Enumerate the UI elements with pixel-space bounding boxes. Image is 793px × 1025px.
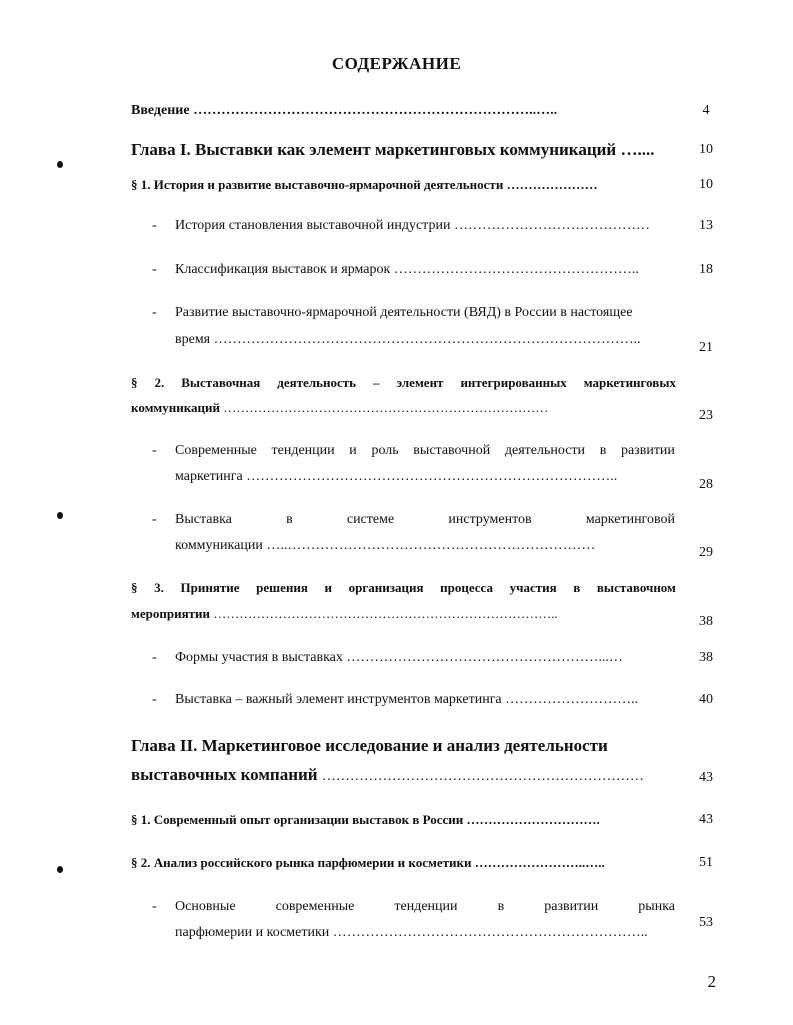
toc-word: в [573, 580, 581, 595]
toc-entry-subitem [175, 218, 680, 234]
toc-leader: …………………………………………………………………….. [246, 469, 618, 484]
toc-entry-text: время [175, 332, 211, 347]
toc-word: 2. [154, 375, 165, 390]
toc-leader: …..………………………………………………………… [266, 538, 596, 553]
toc-word: деятельности [504, 443, 586, 458]
toc-entry-intro [131, 103, 691, 119]
toc-entry-subitem-cont [175, 332, 680, 348]
toc-word: маркетинговой [585, 512, 675, 527]
toc-word: выставочной [413, 443, 491, 458]
toc-page-number: 13 [699, 218, 713, 233]
toc-entry-text: Введение [131, 103, 190, 118]
toc-word: процесса [440, 580, 493, 595]
toc-page-number: 53 [699, 915, 713, 930]
toc-entry-text: Формы участия в выставках [175, 650, 343, 665]
list-dash: - [152, 512, 157, 527]
toc-entry-text: Выставка – важный элемент инструментов маркетинга [175, 692, 502, 707]
toc-leader: ………………………………………………………………… [223, 400, 549, 415]
toc-word: Выставочная [181, 375, 261, 390]
toc-entry-text: парфюмерии и косметики [175, 925, 330, 940]
toc-page-number: 51 [699, 855, 713, 870]
toc-entry-text: маркетинга [175, 469, 243, 484]
scan-mark [57, 866, 63, 873]
toc-entry-text: Глава I. Выставки как элемент маркетинговых коммуникаций [131, 140, 617, 159]
toc-entry-subitem-cont [175, 469, 680, 485]
toc-word: § [131, 580, 138, 595]
toc-entry-section-1-2 [131, 375, 676, 391]
toc-leader: …………………………. [466, 812, 600, 827]
toc-word: современные [275, 899, 355, 914]
toc-leader: ….... [620, 140, 655, 159]
toc-entry-section-1-1 [131, 177, 681, 193]
toc-page-number: 18 [699, 262, 713, 277]
toc-page-number: 43 [699, 770, 713, 785]
list-dash: - [152, 443, 157, 458]
toc-leader: ………………………………………………………….. [332, 925, 648, 940]
toc-entry-section-2-2 [131, 855, 681, 871]
toc-word: тенденции [394, 899, 458, 914]
toc-entry-subitem [175, 512, 675, 528]
scan-mark [57, 512, 63, 519]
toc-word: Основные [175, 899, 236, 914]
toc-word: развитии [544, 899, 599, 914]
toc-entry-section-2-1 [131, 812, 681, 828]
toc-entry-subitem [175, 443, 675, 459]
toc-leader: ………………………………………………………………..….. [193, 103, 558, 118]
toc-entry-chapter-2: Глава II. Маркетинговое исследование и анализ деятельности [131, 736, 608, 755]
toc-entry-chapter-1 [131, 140, 681, 160]
toc-word: участия [509, 580, 557, 595]
toc-word: Выставка [175, 512, 232, 527]
toc-entry-text: § 2. Анализ российского рынка парфюмерии и косметики [131, 855, 472, 870]
toc-page-number: 23 [699, 408, 713, 423]
toc-entry-text: История становления выставочной индустрии [175, 218, 451, 233]
toc-leader: ……………………..….. [474, 855, 605, 870]
toc-entry-subitem [175, 899, 675, 915]
toc-word: решения [256, 580, 308, 595]
toc-page-number: 4 [702, 103, 710, 118]
toc-word: тенденции [271, 443, 335, 458]
toc-word: и [349, 443, 357, 458]
toc-word: роль [371, 443, 399, 458]
toc-word: выставочном [596, 580, 676, 595]
toc-page-number: 43 [699, 812, 713, 827]
toc-leader: …………………………………………………………………….. [213, 606, 558, 621]
toc-word: интегрированных [460, 375, 567, 390]
toc-word: Принятие [180, 580, 240, 595]
toc-entry-text: выставочных компаний [131, 765, 318, 784]
toc-entry-section-1-3 [131, 580, 676, 596]
toc-leader: ………………… [506, 177, 598, 192]
toc-page-number: 10 [699, 142, 713, 157]
toc-word: § [131, 375, 138, 390]
toc-entry-text: мероприятии [131, 606, 210, 621]
toc-page-number: 40 [699, 692, 713, 707]
toc-entry-section-cont [131, 606, 676, 622]
list-dash: - [152, 899, 157, 914]
toc-word: в [599, 443, 607, 458]
toc-entry-chapter-cont [131, 765, 676, 785]
toc-word: маркетинговых [583, 375, 676, 390]
toc-leader: ……………………………………………………………………………….. [213, 332, 641, 347]
toc-page-number: 10 [699, 177, 713, 192]
toc-page-number: 38 [699, 614, 713, 629]
toc-entry-text: Классификация выставок и ярмарок [175, 262, 391, 277]
toc-word: рынка [638, 899, 675, 914]
toc-word: деятельность [277, 375, 357, 390]
toc-leader: …………………………………… [453, 218, 650, 233]
page-title: СОДЕРЖАНИЕ [331, 54, 462, 73]
toc-word: инструментов [448, 512, 532, 527]
toc-word: в [286, 512, 293, 527]
toc-leader: ……………………….. [505, 692, 639, 707]
toc-word: системе [346, 512, 395, 527]
toc-leader: …………………………………………….. [393, 262, 639, 277]
toc-page-number: 29 [699, 545, 713, 560]
toc-entry-subitem [175, 692, 680, 708]
page-number: 2 [707, 972, 716, 991]
toc-page-number: 38 [699, 650, 713, 665]
toc-word: Современные [175, 443, 257, 458]
toc-word: развитии [620, 443, 675, 458]
toc-word: элемент [396, 375, 444, 390]
scan-mark [57, 161, 63, 168]
toc-entry-subitem-cont [175, 925, 680, 941]
toc-entry-text: § 1. История и развитие выставочно-ярмарочной деятельности [131, 177, 504, 192]
toc-leader: …………………………………………………………… [321, 769, 644, 784]
toc-page-number: 28 [699, 477, 713, 492]
toc-entry-subitem [175, 262, 680, 278]
toc-entry-text: коммуникаций [131, 400, 221, 415]
toc-word: – [373, 375, 380, 390]
toc-entry-subitem-cont [175, 538, 680, 554]
toc-entry-text: коммуникации [175, 538, 263, 553]
toc-word: в [497, 899, 505, 914]
list-dash: - [152, 262, 157, 277]
list-dash: - [152, 305, 157, 320]
toc-entry-section-cont [131, 400, 676, 416]
toc-entry-text: § 1. Современный опыт организации выставок в России [131, 812, 464, 827]
toc-entry-subitem: Развитие выставочно-ярмарочной деятельности (ВЯД) в России в настоящее [175, 305, 633, 320]
toc-page-number: 21 [699, 340, 713, 355]
toc-word: организация [348, 580, 424, 595]
toc-entry-subitem [175, 650, 680, 666]
toc-word: 3. [154, 580, 164, 595]
list-dash: - [152, 218, 157, 233]
toc-word: и [324, 580, 333, 595]
list-dash: - [152, 650, 157, 665]
toc-leader: ………………………………………………...… [346, 650, 623, 665]
list-dash: - [152, 692, 157, 707]
